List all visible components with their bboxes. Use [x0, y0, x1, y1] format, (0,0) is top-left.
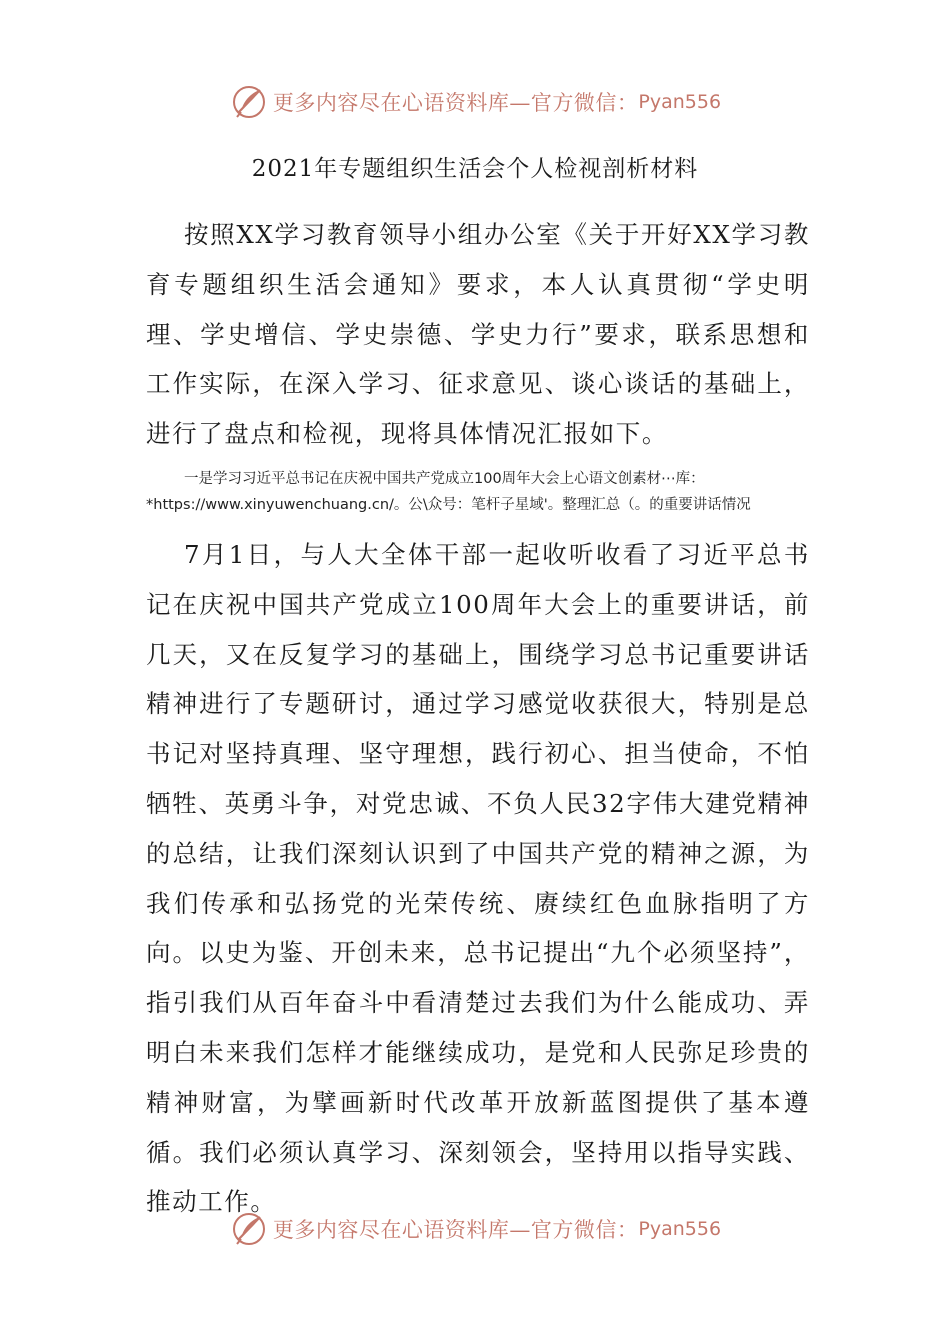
note-line-2: *https://www.xinyuwenchuang.cn/。公\众号：笔杆子星域'。整理汇总（。的重要讲话情况 — [146, 497, 751, 513]
header-watermark-banner — [0, 80, 950, 124]
watermark-wechat-id: Pyan556 — [638, 91, 722, 113]
watermark-text: 更多内容尽在心语资料库—官方微信： — [272, 91, 639, 115]
quill-logo-icon — [229, 1209, 269, 1249]
document-title: 2021年专题组织生活会个人检视剖析材料 — [251, 156, 699, 182]
watermark-wechat-id: Pyan556 — [638, 1218, 722, 1240]
body-paragraph: 7月1日，与人大全体干部一起收听收看了习近平总书记在庆祝中国共产党成立100周年大会上的重要讲话，前几天，又在反复学习的基础上，围绕学习总书记重要讲话精神进行了专题研讨，通过学习感觉收获很大，特别是总书记对坚持真理、坚守理想，践行初心、担当使命，不怕牺牲、英勇斗争，对党忠诚、不负人民32字伟大建党精神的总结，让我们深刻认识到了中国共产党的精神之源，为我们传承和弘扬党的光荣传统、赓续红色血脉指明了方向。以史为鉴、开创未来，总书记提出“九个必须坚持”，指引我们从百年奋斗中看清楚过去我们为什么能成功、弄明白未来我们怎样才能继续成功，是党和人民弥足珍贵的精神财富，为擘画新时代改革开放新蓝图提供了基本遵循。我们必须认真学习、深刻领会，坚持用以指导实践、推动工作。 — [146, 540, 810, 1217]
quill-logo-icon — [229, 82, 269, 122]
section-heading-note — [146, 466, 810, 518]
footer-watermark-banner — [0, 1207, 950, 1251]
watermark-text: 更多内容尽在心语资料库—官方微信： — [272, 1218, 639, 1242]
intro-paragraph: 按照XX学习教育领导小组办公室《关于开好XX学习教育专题组织生活会通知》要求，本人认真贯彻“学史明理、学史增信、学史崇德、学史力行”要求，联系思想和工作实际，在深入学习、征求意见、谈心谈话的基础上，进行了盘点和检视，现将具体情况汇报如下。 — [146, 220, 810, 449]
note-line-1: 一是学习习近平总书记在庆祝中国共产党成立100周年大会上心语文创素材⋯库： — [184, 471, 705, 487]
